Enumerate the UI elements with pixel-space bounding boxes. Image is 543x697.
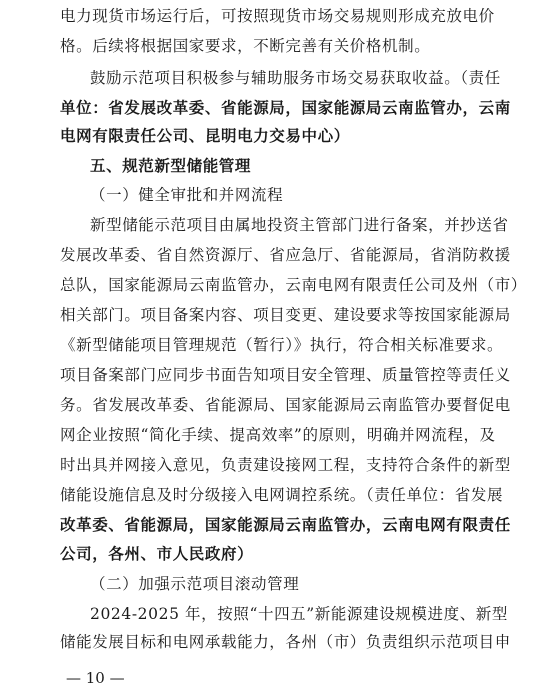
subsection-heading: （二）加强示范项目滚动管理 bbox=[90, 575, 300, 593]
paragraph-line: 务。省发展改革委、省能源局、国家能源局云南监管办要督促电 bbox=[60, 396, 511, 414]
subsection-heading: （一）健全审批和并网流程 bbox=[90, 186, 284, 204]
paragraph-line: 总队，国家能源局云南监管办，云南电网有限责任公司及州（市） bbox=[60, 276, 527, 294]
paragraph-line: 电力现货市场运行后，可按照现货市场交易规则形成充放电价 bbox=[60, 7, 495, 25]
paragraph-line: 网企业按照“简化手续、提高效率”的原则，明确并网流程，及 bbox=[60, 426, 496, 444]
paragraph-line: 时出具并网接入意见，负责建设接网工程，支持符合条件的新型 bbox=[60, 456, 511, 474]
paragraph-line: 2024-2025 年，按照“十四五”新能源建设规模进度、新型 bbox=[90, 605, 509, 623]
section-heading: 五、规范新型储能管理 bbox=[90, 157, 252, 175]
paragraph-line: 公司，各州、市人民政府） bbox=[60, 544, 254, 563]
paragraph-line: 电网有限责任公司、昆明电力交易中心） bbox=[60, 126, 350, 145]
paragraph-line: 发展改革委、省自然资源厅、省应急厅、省能源局，省消防救援 bbox=[60, 246, 511, 264]
paragraph-line: 《新型储能项目管理规范（暂行）》执行，符合相关标准要求。 bbox=[60, 336, 504, 354]
paragraph-line: 单位：省发展改革委、省能源局，国家能源局云南监管办，云南 bbox=[60, 98, 511, 117]
paragraph-line: 格。后续将根据国家要求，不断完善有关价格机制。 bbox=[60, 37, 431, 55]
paragraph-line: 新型储能示范项目由属地投资主管部门进行备案，并抄送省 bbox=[90, 216, 509, 234]
page-number: — 10 — bbox=[66, 669, 125, 687]
paragraph-line: 项目备案部门应同步书面告知项目安全管理、质量管控等责任义 bbox=[60, 366, 511, 384]
paragraph-line: 储能发展目标和电网承载能力，各州（市）负责组织示范项目申 bbox=[60, 633, 511, 651]
paragraph-line: 储能设施信息及时分级接入电网调控系统。（责任单位：省发展 bbox=[60, 486, 504, 504]
paragraph-line: 改革委、省能源局，国家能源局云南监管办，云南电网有限责任 bbox=[60, 515, 511, 534]
paragraph-line: 相关部门。项目备案内容、项目变更、建设要求等按国家能源局 bbox=[60, 306, 511, 324]
paragraph-line: 鼓励示范项目积极参与辅助服务市场交易获取收益。（责任 bbox=[90, 69, 501, 87]
